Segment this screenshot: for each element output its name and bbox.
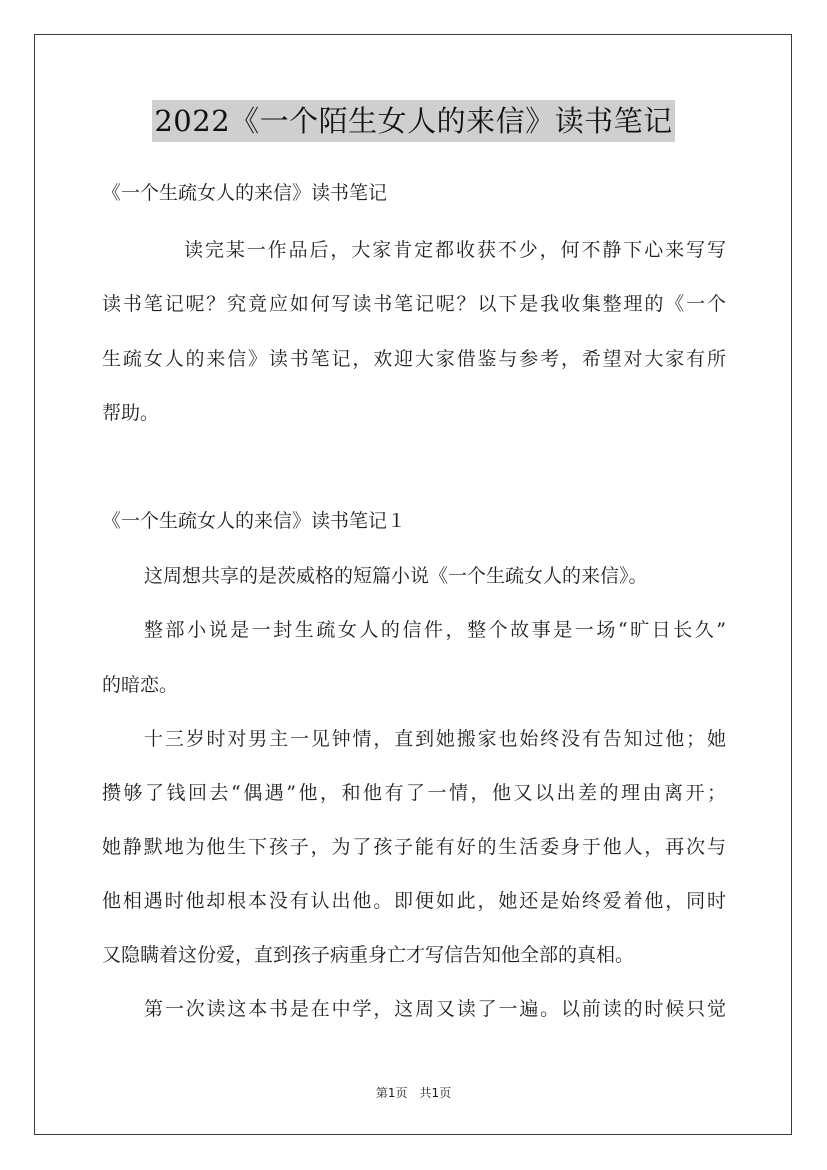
intro-paragraph-line-2: 读书笔记呢？究竟应如何写读书笔记呢？以下是我收集整理的《一个 bbox=[102, 293, 726, 315]
body-paragraph-3-line-3: 她静默地为他生下孩子，为了孩子能有好的生活委身于他人，再次与 bbox=[102, 836, 726, 858]
page-number-footer: 第1页 共1页 bbox=[375, 1086, 452, 1100]
intro-paragraph-line-1: 读完某一作品后，大家肯定都收获不少，何不静下心来写写 bbox=[184, 239, 726, 261]
body-paragraph-3-line-5: 又隐瞒着这份爱，直到孩子病重身亡才写信告知他全部的真相。 bbox=[102, 944, 635, 966]
body-paragraph-2-line-1: 整部小说是一封生疏女人的信件，整个故事是一场“旷日长久” bbox=[144, 619, 726, 641]
section-heading: 《一个生疏女人的来信》读书笔记１ bbox=[102, 510, 407, 532]
body-paragraph-3-line-4: 他相遇时他却根本没有认出他。即便如此，她还是始终爱着他，同时 bbox=[102, 890, 726, 912]
title-container bbox=[0, 100, 827, 142]
intro-paragraph-line-3: 生疏女人的来信》读书笔记，欢迎大家借鉴与参考，希望对大家有所 bbox=[102, 348, 726, 370]
body-paragraph-3-line-1: 十三岁时对男主一见钟情，直到她搬家也始终没有告知过他；她 bbox=[144, 728, 726, 750]
document-title: 2022《一个陌生女人的来信》读书笔记 bbox=[152, 100, 674, 142]
subtitle-line: 《一个生疏女人的来信》读书笔记 bbox=[102, 182, 388, 204]
body-paragraph-3-line-2: 攒够了钱回去“偶遇”他，和他有了一情，他又以出差的理由离开； bbox=[102, 782, 726, 804]
body-paragraph-2-line-2: 的暗恋。 bbox=[102, 674, 179, 696]
intro-paragraph-line-4: 帮助。 bbox=[102, 402, 160, 424]
body-paragraph-1-line-1: 这周想共享的是茨威格的短篇小说《一个生疏女人的来信》。 bbox=[144, 565, 648, 587]
body-paragraph-4-line-1: 第一次读这本书是在中学，这周又读了一遍。以前读的时候只觉 bbox=[144, 998, 726, 1020]
